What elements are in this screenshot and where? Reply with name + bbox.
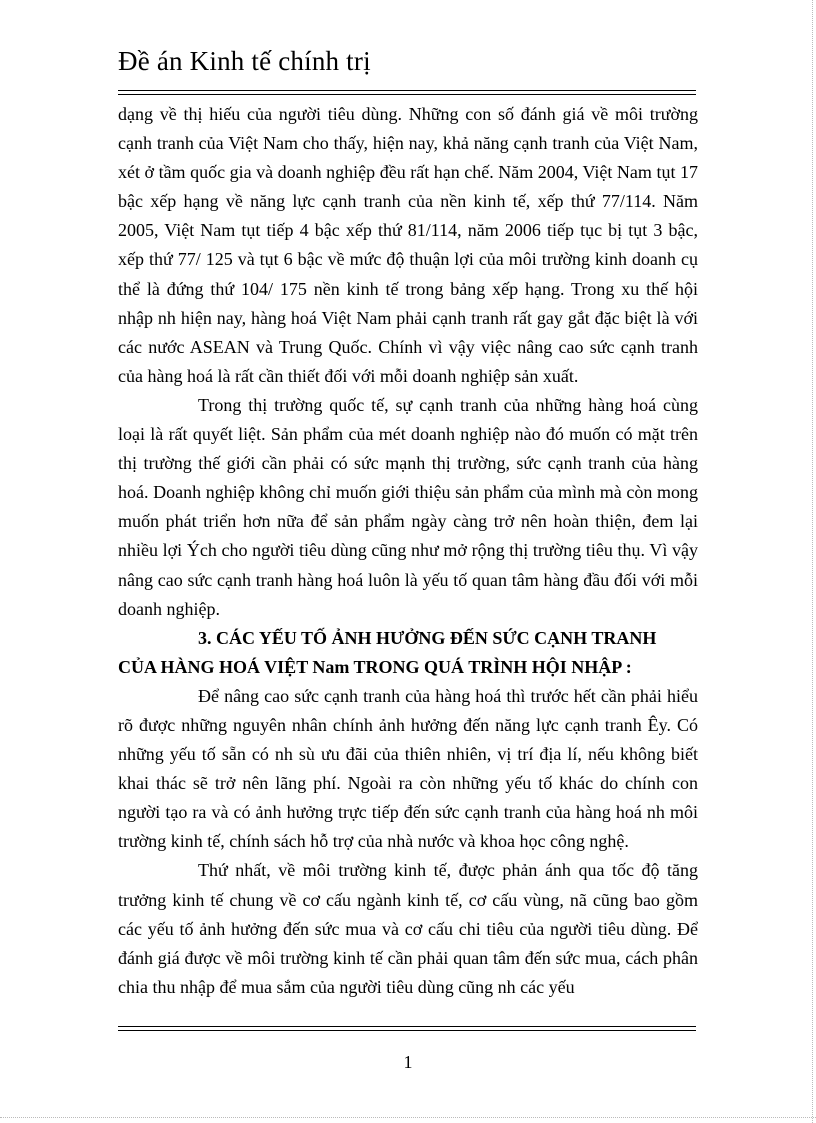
header-title: Đề án Kinh tế chính trị	[118, 46, 371, 76]
footer-rule	[118, 1026, 696, 1027]
page-boundary	[812, 0, 813, 1123]
section-heading: 3. CÁC YẾU TỐ ẢNH HƯỞNG ĐẾN SỨC CẠNH TRANH CỦA HÀNG HOÁ VIỆT Nam TRONG QUÁ TRÌNH HỘI NHẬP :	[118, 627, 657, 677]
footer-rule	[118, 1030, 696, 1031]
header-rule	[118, 90, 696, 91]
paragraph: Để nâng cao sức cạnh tranh của hàng hoá thì trước hết cần phải hiểu rõ được những nguyên nhân chính ảnh hưởng đến năng lực cạnh tranh Êy. Có những yếu tố sẵn có nh sù ưu đãi của thiên nhiên, vị trí địa lí, nếu không biết khai thác sẽ trở nên lãng phí. Ngoài ra còn những yếu tố khác do chính con người tạo ra và có ảnh hưởng trực tiếp đến sức cạnh tranh của hàng hoá nh môi trường kinh tế, chính sách hỗ trợ của nhà nước và khoa học công nghệ.	[118, 685, 698, 852]
page-boundary	[0, 1117, 816, 1118]
page-number: 1	[403, 1052, 413, 1072]
paragraph: dạng về thị hiếu của người tiêu dùng. Những con số đánh giá về môi trường cạnh tranh của Việt Nam cho thấy, hiện nay, khả năng cạnh tranh của Việt Nam, xét ở tầm quốc gia và doanh nghiệp đều rất hạn chế. Năm 2004, Việt Nam tụt 17 bậc xếp hạng về năng lực cạnh tranh của nền kinh tế, xếp thứ 77/114. Năm 2005, Việt Nam tụt tiếp 4 bậc xếp thứ 81/114, năm 2006 tiếp tục bị tụt 3 bậc, xếp thứ 77/ 125 và tụt 6 bậc về mức độ thuận lợi của môi trường kinh doanh cụ thể là đứng thứ 104/ 175 nền kinh tế trong bảng xếp hạng. Trong xu thế hội nhập nh hiện nay, hàng hoá Việt Nam phải cạnh tranh rất gay gắt đặc biệt là với các nước ASEAN và Trung Quốc. Chính vì vậy việc nâng cao sức cạnh tranh của hàng hoá là rất cần thiết đối với mỗi doanh nghiệp sản xuất.	[118, 104, 698, 386]
paragraph: Thứ nhất, về môi trường kinh tế, được phản ánh qua tốc độ tăng trưởng kinh tế chung về cơ cấu ngành kinh tế, cơ cấu vùng, nã cũng bao gồm các yếu tố ảnh hưởng đến sức mua và cơ cấu chi tiêu của người tiêu dùng. Để đánh giá được về môi trường kinh tế cần phải quan tâm đến sức mua, cách phân chia thu nhập để mua sắm của người tiêu dùng cũng nh các yếu	[118, 860, 698, 997]
paragraph: Trong thị trường quốc tế, sự cạnh tranh của những hàng hoá cùng loại là rất quyết liệt. Sản phẩm của mét doanh nghiệp nào đó muốn có mặt trên thị trường thế giới cần phải có sức mạnh thị trường, sức cạnh tranh của hàng hoá. Doanh nghiệp không chỉ muốn giới thiệu sản phẩm của mình mà còn mong muốn phát triển hơn nữa để sản phẩm ngày càng trở nên hoàn thiện, đem lại nhiều lợi Ých cho người tiêu dùng cũng như mở rộng thị trường tiêu thụ. Vì vậy nâng cao sức cạnh tranh hàng hoá luôn là yếu tố quan tâm hàng đầu đối với mỗi doanh nghiệp.	[118, 394, 698, 619]
document-body	[118, 100, 698, 1002]
header-rule	[118, 94, 696, 95]
